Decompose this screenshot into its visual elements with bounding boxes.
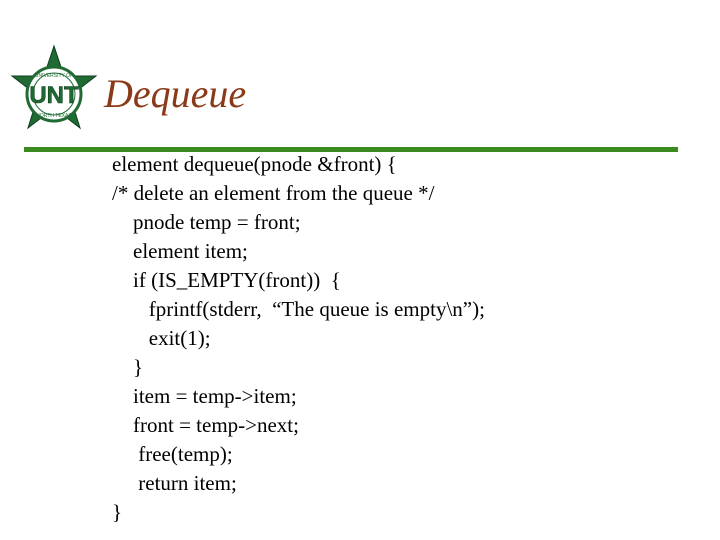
- unt-logo-icon: [8, 44, 100, 136]
- code-line: element item;: [112, 239, 248, 263]
- code-line: front = temp->next;: [112, 413, 299, 437]
- slide-title: Dequeue: [104, 71, 247, 116]
- svg-text:UNT: UNT: [29, 82, 79, 109]
- code-line: element dequeue(pnode &front) {: [112, 152, 397, 176]
- svg-text:NORTH TEXAS: NORTH TEXAS: [36, 113, 72, 119]
- code-line: return item;: [112, 471, 237, 495]
- code-line: fprintf(stderr, “The queue is empty\n”);: [112, 297, 485, 321]
- code-line: pnode temp = front;: [112, 210, 301, 234]
- unt-logo: [8, 44, 100, 136]
- code-line: if (IS_EMPTY(front)) {: [112, 268, 341, 292]
- code-block: [112, 150, 485, 527]
- code-line: }: [112, 500, 123, 524]
- code-line: }: [112, 355, 144, 379]
- code-line: /* delete an element from the queue */: [112, 181, 435, 205]
- code-line: free(temp);: [112, 442, 233, 466]
- code-line: exit(1);: [112, 326, 211, 350]
- svg-text:UNIVERSITY OF: UNIVERSITY OF: [34, 73, 74, 79]
- code-line: item = temp->item;: [112, 384, 297, 408]
